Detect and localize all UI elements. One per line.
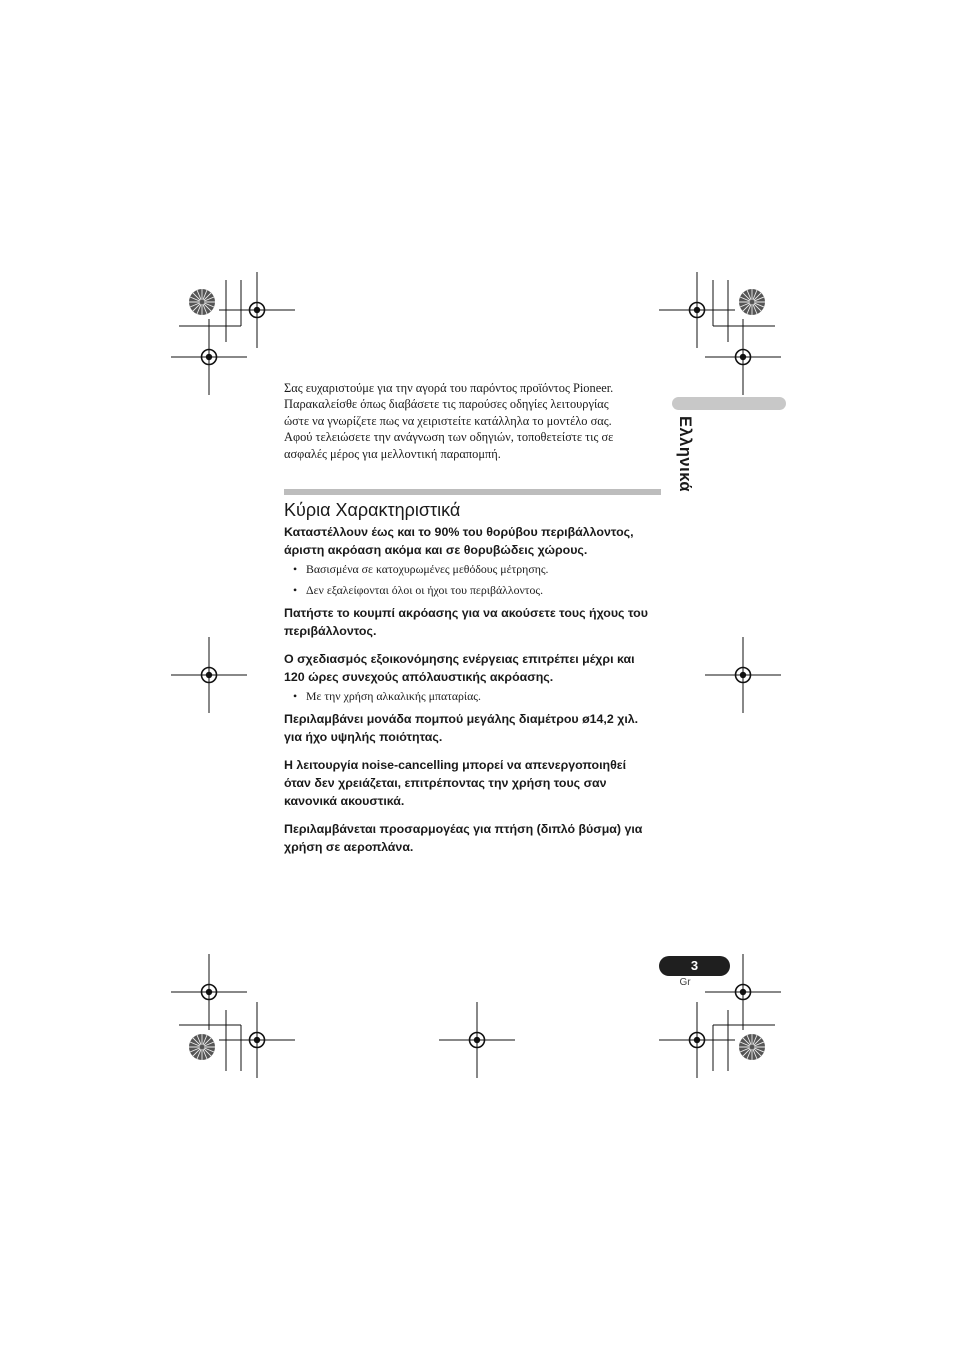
feature-title-line: χρήση σε αεροπλάνα. — [284, 840, 414, 854]
feature-item — [284, 650, 664, 704]
feature-title-line: Περιλαμβάνει μονάδα πομπού μεγάλης διαμέτρου ø14,2 χιλ. — [284, 712, 639, 726]
feature-title-line: άριστη ακρόαση ακόμα και σε θορυβώδεις χώρους. — [284, 543, 588, 557]
feature-item — [284, 604, 664, 640]
feature-title — [284, 523, 664, 559]
section-title: Κύρια Χαρακτηριστικά — [284, 500, 461, 520]
language-label: Ελληνικά — [676, 416, 694, 492]
intro-line: Αφού τελειώσετε την ανάγνωση των οδηγιών, τοποθετείστε τις σε — [284, 430, 614, 445]
bullet-item: • Βασισμένα σε κατοχυρωμένες μεθόδους μέτρησης. — [284, 562, 664, 577]
bullet-list — [284, 689, 664, 704]
features-list — [284, 523, 664, 856]
feature-title-line: όταν δεν χρειάζεται, επιτρέποντας την χρήση τους σαν — [284, 776, 607, 790]
feature-title-line: Ο σχεδιασμός εξοικονόμησης ενέργειας επιτρέπει μέχρι και — [284, 652, 635, 666]
feature-title-line: κανονικά ακουστικά. — [284, 794, 405, 808]
language-tab-bar — [672, 397, 786, 410]
intro-line: ασφαλές μέρος για μελλοντική παραπομπή. — [284, 446, 501, 461]
section-divider — [284, 489, 661, 495]
intro-line: ώστε να γνωρίζετε πως να χειριστείτε κατάλληλα το μοντέλο σας. — [284, 413, 612, 428]
page-number: 3 — [659, 956, 730, 976]
feature-item — [284, 756, 664, 810]
intro-line: Παρακαλείσθε όπως διαβάσετε τις παρούσες οδηγίες λειτουργίας — [284, 397, 609, 412]
feature-title-line: Περιλαμβάνεται προσαρμογέας για πτήση (διπλό βύσμα) για — [284, 822, 643, 836]
feature-title-line: Η λειτουργία noise-cancelling μπορεί να απενεργοποιηθεί — [284, 758, 627, 772]
feature-item — [284, 710, 664, 746]
intro-line: Σας ευχαριστούμε για την αγορά του παρόντος προϊόντος Pioneer. — [284, 381, 614, 395]
feature-title — [284, 710, 664, 746]
feature-title — [284, 820, 664, 856]
page-language-code: Gr — [679, 977, 691, 988]
bullet-item: • Δεν εξαλείφονται όλοι οι ήχοι του περιβάλλοντος. — [284, 583, 664, 598]
feature-title — [284, 604, 664, 640]
feature-title-line: για ήχο υψηλής ποιότητας. — [284, 730, 443, 744]
feature-item — [284, 523, 664, 598]
feature-title-line: 120 ώρες συνεχούς απόλαυστικής ακρόασης. — [284, 670, 554, 684]
bullet-item: • Με την χρήση αλκαλικής μπαταρίας. — [284, 689, 664, 704]
feature-title-line: περιβάλλοντος. — [284, 624, 377, 638]
feature-title — [284, 650, 664, 686]
feature-title-line: Καταστέλλουν έως και το 90% του θορύβου περιβάλλοντος, — [284, 525, 634, 539]
feature-title-line: Πατήστε το κουμπί ακρόασης για να ακούσετε τους ήχους του — [284, 606, 648, 620]
feature-title — [284, 756, 664, 810]
intro-paragraph — [284, 380, 664, 462]
bullet-list — [284, 562, 664, 598]
feature-item — [284, 820, 664, 856]
